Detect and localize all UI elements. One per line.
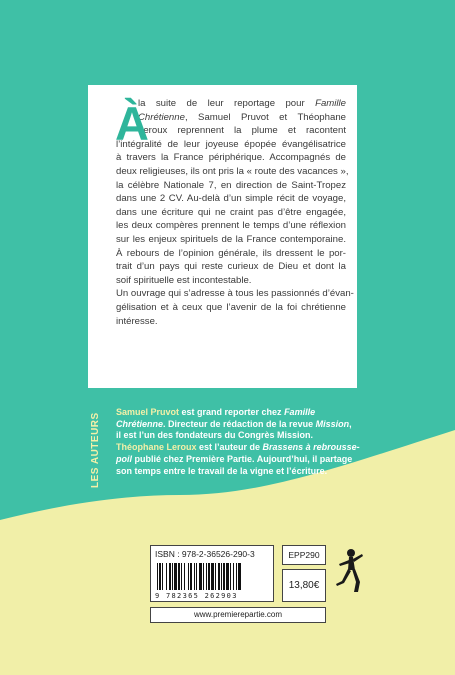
barcode-digits: 9 782365 262903 (155, 592, 238, 600)
author-line: Théophane Leroux est l’auteur de Brassens à rebrousse- (116, 442, 360, 453)
blurb-line: Chrétienne, Samuel Pruvot et Théophane (138, 111, 346, 123)
blurb-line: Leroux reprennent la plume et racontent (138, 125, 346, 137)
dropcap-letter: À (115, 97, 149, 150)
authors-tag-label: LES AUTEURS (90, 412, 101, 488)
publisher-url: www.premierepartie.com (150, 607, 326, 623)
blurb-line: Un ouvrage qui s’adresse à tous les passionnés d’évan- (116, 288, 354, 300)
author-line: poil publié chez Première Partie. Aujourd’hui, il partage (116, 453, 353, 464)
blurb-line: l’intégralité de leur joyeuse épopée évangélisatrice (116, 138, 346, 150)
blurb-line: à travers la France périphérique. Accompagnés de (116, 152, 346, 164)
author-line: Samuel Pruvot est grand reporter chez Famille (116, 407, 316, 417)
blurb-line: deux religieuses, ils ont pris la « route des vacances », (116, 165, 349, 177)
author-line: Chrétienne. Directeur de rédaction de la revue Mission, (116, 418, 352, 429)
blurb-line: soif spirituelle est incontestable. (116, 274, 252, 286)
blurb-line: trait d’un pays qui reste curieux de Dieu et dont la (116, 261, 346, 273)
barcode-bars (157, 563, 269, 590)
blurb-line: À rebours de l’opinion générale, ils dressent le por- (116, 247, 346, 259)
blurb-text (116, 97, 354, 328)
authors-text (116, 407, 366, 477)
blurb-line: gélisation et à ceux que l’avenir de la foi chrétienne (116, 301, 346, 313)
blurb-line: les deux compères prennent le temps d’une réflexion (116, 220, 346, 232)
blurb-line: sur les enjeux spirituels de la France contemporaine. (116, 233, 346, 245)
isbn-text: ISBN : 978-2-36526-290-3 (155, 549, 255, 559)
blurb-box (88, 85, 357, 388)
barcode-box (150, 545, 274, 602)
author-line: son temps entre le travail de la vigne et l’écriture. (116, 465, 328, 476)
publisher-ref: EPP290 (282, 545, 326, 565)
blurb-line: intéresse. (116, 315, 158, 327)
dancing-figure-logo (334, 548, 366, 594)
author-line: il est l’un des fondateurs du Congrès Mission. (116, 430, 314, 441)
blurb-line: dans une écriture qui ne craint pas d’être engagée, (116, 206, 346, 218)
authors-tag (90, 414, 104, 488)
price-label: 13,80€ (282, 569, 326, 602)
blurb-line: la suite de leur reportage pour Famille (138, 98, 346, 109)
blurb-line: dans une 2 CV. Au-delà d’un simple récit de voyage, (116, 193, 346, 205)
blurb-line: la célèbre Nationale 7, en direction de Saint-Tropez (116, 179, 346, 191)
